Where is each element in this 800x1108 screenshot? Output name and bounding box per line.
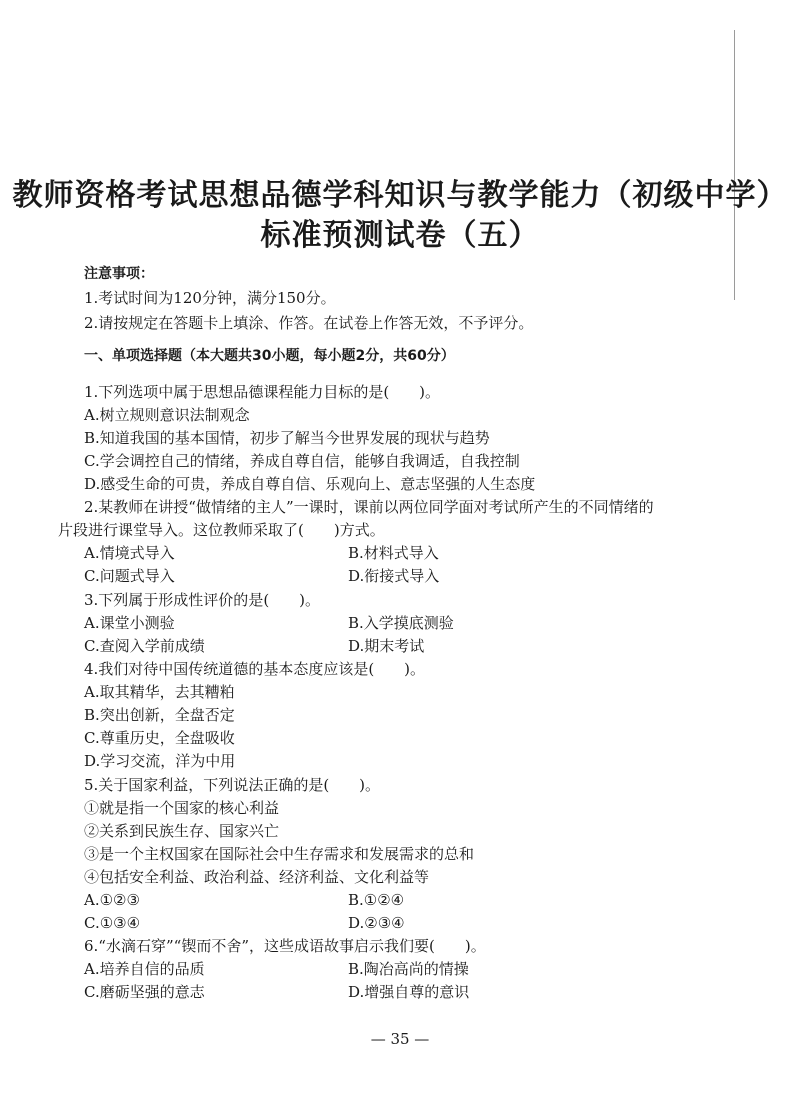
q4-option-a: A.取其精华，去其糟粕: [84, 683, 235, 701]
q1-stem: 1.下列选项中属于思想品德课程能力目标的是( )。: [84, 383, 441, 401]
q5-option-a: A.①②③: [84, 891, 140, 909]
q1-option-d: D.感受生命的可贵，养成自尊自信、乐观向上、意志坚强的人生态度: [84, 475, 536, 493]
q6-option-a: A.培养自信的品质: [84, 960, 205, 978]
q2-option-b: B.材料式导入: [348, 544, 439, 562]
q5-statement-1: ①就是指一个国家的核心利益: [84, 799, 280, 817]
q4-option-c: C.尊重历史，全盘吸收: [84, 729, 235, 747]
q3-stem: 3.下列属于形成性评价的是( )。: [84, 591, 321, 609]
q2-option-a: A.情境式导入: [84, 544, 175, 562]
q2-option-d: D.衔接式导入: [348, 567, 440, 585]
q3-option-d: D.期末考试: [348, 637, 425, 655]
q4-option-b: B.突出创新，全盘否定: [84, 706, 235, 724]
q1-option-b: B.知道我国的基本国情，初步了解当今世界发展的现状与趋势: [84, 429, 490, 447]
q3-option-b: B.入学摸底测验: [348, 614, 454, 632]
q2-option-c: C.问题式导入: [84, 567, 175, 585]
q6-option-d: D.增强自尊的意识: [348, 983, 470, 1001]
q4-stem: 4.我们对待中国传统道德的基本态度应该是( )。: [84, 660, 426, 678]
q5-statement-4: ④包括安全利益、政治利益、经济利益、文化利益等: [84, 868, 430, 886]
notice-item-1: 1.考试时间为120分钟，满分150分。: [84, 289, 336, 307]
q1-option-c: C.学会调控自己的情绪，养成自尊自信，能够自我调适，自我控制: [84, 452, 520, 470]
q4-option-d: D.学习交流，洋为中用: [84, 752, 236, 770]
q6-stem: 6.“水滴石穿”“锲而不舍”，这些成语故事启示我们要( )。: [84, 937, 486, 955]
q1-option-a: A.树立规则意识法制观念: [84, 406, 250, 424]
q3-option-a: A.课堂小测验: [84, 614, 175, 632]
q3-option-c: C.查阅入学前成绩: [84, 637, 205, 655]
q2-stem-line1: 2.某教师在讲授“做情绪的主人”一课时，课前以两位同学面对考试所产生的不同情绪的: [84, 498, 654, 516]
q5-statement-3: ③是一个主权国家在国际社会中生存需求和发展需求的总和: [84, 845, 475, 863]
notice-heading: 注意事项：: [84, 266, 154, 282]
q5-stem: 5.关于国家利益，下列说法正确的是( )。: [84, 776, 381, 794]
exam-title-line2: 标准预测试卷（五）: [260, 218, 540, 253]
exam-title-line1: 教师资格考试思想品德学科知识与教学能力（初级中学）: [12, 178, 788, 213]
page-number: — 35 —: [370, 1030, 430, 1048]
q2-stem-line2: 片段进行课堂导入。这位教师采取了( )方式。: [58, 521, 385, 539]
q6-option-b: B.陶冶高尚的情操: [348, 960, 469, 978]
binding-rule: [734, 30, 735, 300]
q5-option-d: D.②③④: [348, 914, 405, 932]
notice-item-2: 2.请按规定在答题卡上填涂、作答。在试卷上作答无效，不予评分。: [84, 314, 534, 332]
q5-statement-2: ②关系到民族生存、国家兴亡: [84, 822, 280, 840]
section-heading: 一、单项选择题（本大题共30小题，每小题2分，共60分）: [84, 348, 455, 364]
q5-option-b: B.①②④: [348, 891, 405, 909]
q5-option-c: C.①③④: [84, 914, 141, 932]
q6-option-c: C.磨砺坚强的意志: [84, 983, 205, 1001]
